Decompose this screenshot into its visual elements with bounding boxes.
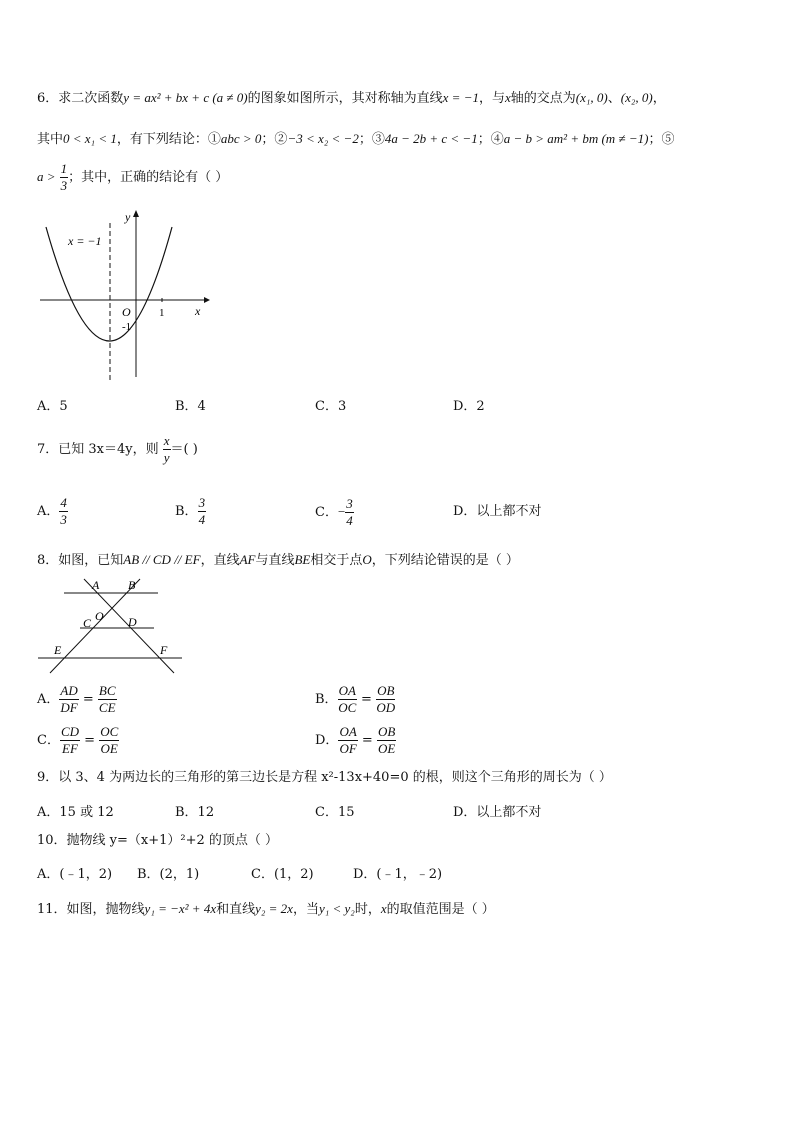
q6-parabola-graph [36,205,211,380]
q8-option-c[interactable]: C． $\frac{CD}{EF}$ = $\frac{OC}{OE}$ [37,724,119,756]
q10-option-b[interactable]: B．(2，1) [137,867,200,882]
origin-label: O [122,305,131,319]
label-a: A [92,578,100,592]
q6-option-a[interactable]: A．5 [37,399,68,414]
q6-option-d[interactable]: D．2 [453,399,485,414]
q6-line-1: 6．求二次函数y = ax² + bx + c (a ≠ 0)的图象如图所示，其对称轴为直线x = −1，与x轴的交点为(x₁, 0)、(x₂, 0)， [37,90,666,106]
q7-fraction: $\frac{x}{y}$ [163,433,170,465]
x-axis-arrow-icon [204,297,210,303]
q8-parallel-lines-figure [36,575,188,677]
x-axis-label: x [195,304,201,318]
symmetry-axis-label: x = −1 [68,234,102,248]
q11-stem: 11．如图，抛物线y₁ = −x² + 4x和直线y₂ = 2x，当y₁ < y₂时，x的取值范围是（ ） [37,901,495,917]
q6-fraction: $\frac{1}{3}$ [60,161,68,193]
q9-stem: 9．以 3、4 为两边长的三角形的第三边长是方程 x²-13x+40=0 的根，则这个三角形的周长为（ ） [37,770,612,785]
q7-option-d[interactable]: D．以上都不对 [453,504,542,519]
q8-stem: 8．如图，已知AB // CD // EF，直线AF与直线BE相交于点O，下列结论错误的是（ ） [37,552,519,568]
q10-option-d[interactable]: D．(﹣1，﹣2) [353,867,443,882]
label-c: C [83,616,92,630]
q7-stem: 7．已知 3x＝4y，则 $\frac{x}{y}$ ＝( ) [37,433,198,465]
q10-stem: 10．抛物线 y=（x+1）²+2 的顶点（ ） [37,833,279,848]
q6-option-b[interactable]: B．4 [175,399,206,414]
q9-option-b[interactable]: B．12 [175,805,215,820]
q9-option-a[interactable]: A．15 或 12 [37,805,114,820]
y-axis-label: y [125,210,131,224]
q7-option-b[interactable]: B． $\frac{3}{4}$ [175,495,206,527]
q6-number: 6． [37,91,59,106]
label-e: E [54,643,62,657]
q8-option-d[interactable]: D． $\frac{OA}{OF}$ = $\frac{OB}{OE}$ [315,724,396,756]
label-f: F [160,643,168,657]
label-o: O [95,609,104,623]
parabola-curve [46,227,172,341]
q6-option-c[interactable]: C．3 [315,399,347,414]
q6-line-3: a > $\frac{1}{3}$ ；其中，正确的结论有（ ） [37,161,229,193]
y-axis-arrow-icon [133,210,139,217]
label-d: D [128,615,137,629]
q8-option-b[interactable]: B． $\frac{OA}{OC}$ = $\frac{OB}{OD}$ [315,683,396,715]
q8-option-a[interactable]: A． $\frac{AD}{DF}$ = $\frac{BC}{CE}$ [37,683,116,715]
neg-one-label: -1 [122,321,132,333]
q6-function: y = ax² + bx + c (a ≠ 0) [123,90,248,105]
label-b: B [128,578,136,592]
q10-option-c[interactable]: C．(1，2) [251,867,314,882]
q10-option-a[interactable]: A．(﹣1，2) [37,867,113,882]
q7-option-a[interactable]: A． $\frac{4}{3}$ [37,495,67,527]
one-label: 1 [159,307,165,319]
q9-option-c[interactable]: C．15 [315,805,355,820]
q7-option-c[interactable]: C．− $\frac{3}{4}$ [315,496,353,528]
q9-option-d[interactable]: D．以上都不对 [453,805,542,820]
q6-line-2: 其中0 < x₁ < 1，有下列结论：①abc > 0；②−3 < x₂ < −2；③4a − 2b + c < −1；④a − b > am² + bm (m ≠ −1)；⑤ [37,131,675,147]
